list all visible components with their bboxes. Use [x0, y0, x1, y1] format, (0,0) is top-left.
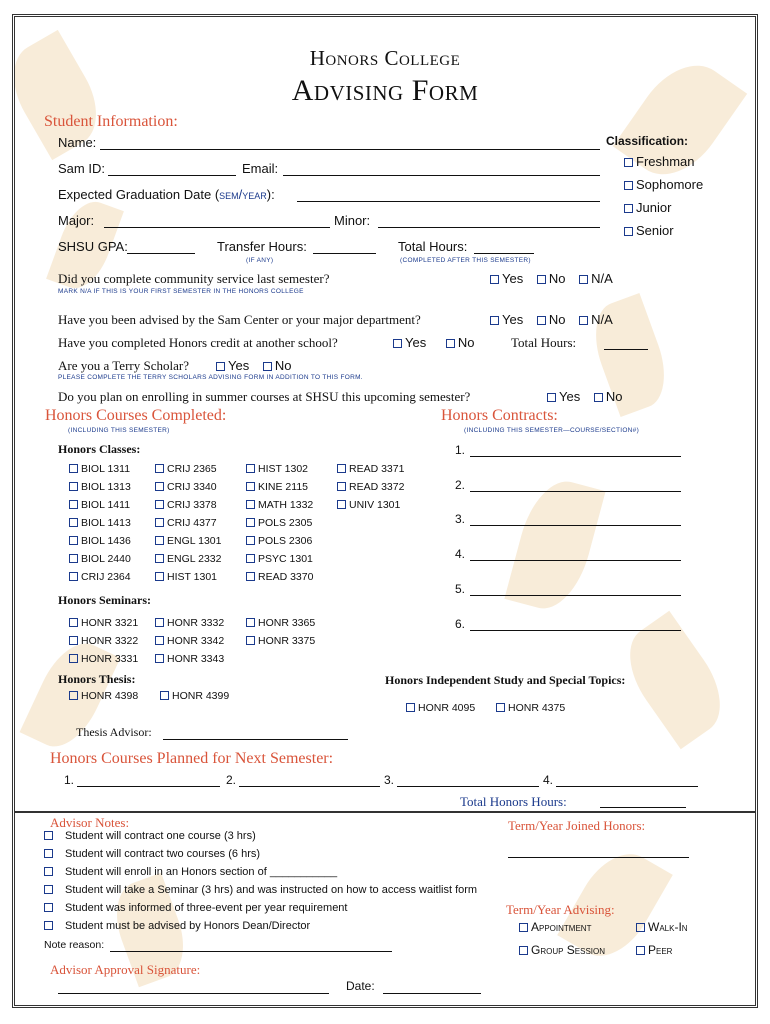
course-checkbox[interactable]: PSYC 1301: [246, 553, 313, 571]
classes-col-1: [69, 463, 131, 589]
course-checkbox[interactable]: KINE 2115: [246, 481, 313, 499]
course-checkbox[interactable]: CRIJ 2365: [155, 463, 221, 481]
q2-yes[interactable]: Yes: [490, 312, 523, 327]
honors-thesis-label: Honors Thesis:: [58, 672, 136, 686]
planned-field[interactable]: [397, 786, 539, 787]
contract-field[interactable]: [470, 595, 681, 596]
course-checkbox[interactable]: UNIV 1301: [337, 499, 404, 517]
q1-options: [490, 271, 613, 286]
q3-total-label: Total Hours:: [511, 335, 577, 350]
email-label: Email:: [242, 161, 279, 176]
samid-label: Sam ID:: [58, 161, 105, 176]
courses-completed-note: (INCLUDING THIS SEMESTER): [68, 427, 170, 434]
course-checkbox[interactable]: READ 3372: [337, 481, 404, 499]
course-checkbox[interactable]: CRIJ 3378: [155, 499, 221, 517]
checkbox-icon[interactable]: [624, 181, 633, 190]
classification-freshman[interactable]: Freshman: [624, 154, 695, 169]
seminar-checkbox[interactable]: HONR 3342: [155, 635, 224, 653]
classes-col-3: [246, 463, 313, 589]
course-checkbox[interactable]: BIOL 1311: [69, 463, 131, 481]
planned-number: 2.: [226, 773, 237, 787]
total-honors-hours-label: Total Honors Hours:: [460, 794, 567, 809]
q5-yes[interactable]: Yes: [547, 389, 580, 404]
advising-walk-in[interactable]: Walk-In: [636, 920, 688, 934]
checkbox-icon[interactable]: [624, 158, 633, 167]
question-advised: Have you been advised by the Sam Center or your major department?: [58, 312, 421, 327]
gpa-label: SHSU GPA:: [58, 239, 128, 254]
checkbox-icon[interactable]: [624, 204, 633, 213]
advising-peer[interactable]: Peer: [636, 943, 672, 957]
course-checkbox[interactable]: MATH 1332: [246, 499, 313, 517]
q1-no[interactable]: No: [537, 271, 566, 286]
seminar-checkbox[interactable]: HONR 3322: [69, 635, 138, 653]
contract-number: 1.: [455, 443, 466, 457]
contract-field[interactable]: [470, 525, 681, 526]
classification-sophomore[interactable]: Sophomore: [624, 177, 703, 192]
major-label: Major:: [58, 213, 95, 228]
course-checkbox[interactable]: BIOL 1411: [69, 499, 131, 517]
independent-study-label: Honors Independent Study and Special Topics:: [385, 673, 626, 687]
seminar-checkbox[interactable]: HONR 3343: [155, 653, 224, 671]
student-info-heading: Student Information:: [44, 113, 178, 130]
contract-number: 2.: [455, 478, 466, 492]
courses-completed-heading: Honors Courses Completed:: [45, 407, 227, 424]
advisor-notes-heading: Advisor Notes:: [50, 815, 130, 830]
planned-field[interactable]: [77, 786, 220, 787]
classes-col-4: [337, 463, 404, 517]
question-honors-credit: Have you completed Honors credit at another school?: [58, 335, 338, 350]
total-hours-note: (COMPLETED AFTER THIS SEMESTER): [400, 257, 531, 264]
grad-date-field[interactable]: [297, 201, 600, 202]
name-label: Name:: [58, 135, 97, 150]
total-honors-hours-field[interactable]: [600, 807, 686, 808]
advisor-note-item[interactable]: Student must be advised by Honors Dean/Director: [44, 920, 477, 938]
seminar-checkbox[interactable]: HONR 3375: [246, 635, 315, 653]
grad-date-label: Expected Graduation Date (sem/year):: [58, 187, 275, 202]
name-field[interactable]: [100, 149, 600, 150]
q2-no[interactable]: No: [537, 312, 566, 327]
honors-classes-label: Honors Classes:: [58, 442, 141, 456]
q2-options: [490, 312, 613, 327]
planned-number: 1.: [64, 773, 75, 787]
course-checkbox[interactable]: HIST 1302: [246, 463, 313, 481]
gpa-field[interactable]: [127, 253, 195, 254]
course-checkbox[interactable]: CRIJ 4377: [155, 517, 221, 535]
seminar-checkbox[interactable]: HONR 3331: [69, 653, 138, 671]
term-joined-label: Term/Year Joined Honors:: [508, 818, 646, 833]
thesis-4399[interactable]: HONR 4399: [160, 690, 229, 702]
advisor-signature-field[interactable]: [58, 993, 329, 994]
course-checkbox[interactable]: POLS 2305: [246, 517, 313, 535]
classification-senior[interactable]: Senior: [624, 223, 674, 238]
minor-field[interactable]: [378, 227, 600, 228]
question-community-note: MARK N/A IF THIS IS YOUR FIRST SEMESTER IN THE HONORS COLLEGE: [58, 288, 304, 295]
seminar-checkbox[interactable]: HONR 3321: [69, 617, 138, 635]
advisor-note-item[interactable]: Student was informed of three-event per year requirement: [44, 902, 477, 920]
contract-number: 3.: [455, 512, 466, 526]
course-checkbox[interactable]: BIOL 1313: [69, 481, 131, 499]
section-divider: [14, 811, 756, 813]
transfer-hours-label: Transfer Hours:: [217, 239, 307, 254]
course-checkbox[interactable]: CRIJ 3340: [155, 481, 221, 499]
course-checkbox[interactable]: HIST 1301: [155, 571, 221, 589]
advisor-approval-label: Advisor Approval Signature:: [50, 962, 201, 977]
advising-appointment[interactable]: Appointment: [519, 920, 591, 934]
advising-group-session[interactable]: Group Session: [519, 943, 605, 957]
thesis-4398[interactable]: HONR 4398: [69, 690, 138, 702]
form-title-line1: Honors College: [309, 46, 461, 70]
contract-number: 4.: [455, 547, 466, 561]
term-advising-label: Term/Year Advising:: [506, 902, 615, 917]
planned-field[interactable]: [556, 786, 698, 787]
independent-4375[interactable]: HONR 4375: [496, 702, 565, 714]
course-checkbox[interactable]: CRIJ 2364: [69, 571, 131, 589]
seminar-checkbox[interactable]: HONR 3365: [246, 617, 315, 635]
contracts-heading: Honors Contracts:: [441, 407, 558, 424]
date-label: Date:: [346, 979, 375, 993]
q5-options: [547, 389, 622, 404]
course-checkbox[interactable]: BIOL 2440: [69, 553, 131, 571]
samid-field[interactable]: [108, 175, 236, 176]
checkbox-icon[interactable]: [624, 227, 633, 236]
form-title-line2: Advising Form: [291, 74, 479, 107]
date-field[interactable]: [383, 993, 481, 994]
q4-yes[interactable]: Yes: [216, 358, 249, 373]
seminars-col-2: [155, 617, 224, 671]
q3-total-field[interactable]: [604, 349, 648, 350]
question-community-service: Did you complete community service last semester?: [58, 271, 330, 286]
planned-number: 4.: [543, 773, 554, 787]
thesis-advisor-label: Thesis Advisor:: [76, 725, 152, 739]
q4-options: [216, 358, 291, 373]
q3-yes[interactable]: Yes: [393, 335, 426, 350]
contracts-note: (INCLUDING THIS SEMESTER—COURSE/SECTION#): [464, 427, 640, 434]
course-checkbox[interactable]: READ 3371: [337, 463, 404, 481]
course-checkbox[interactable]: ENGL 2332: [155, 553, 221, 571]
terry-scholar-note: PLEASE COMPLETE THE TERRY SCHOLARS ADVISING FORM IN ADDITION TO THIS FORM.: [58, 374, 363, 381]
planned-heading: Honors Courses Planned for Next Semester:: [50, 750, 334, 767]
question-terry-scholar: Are you a Terry Scholar?: [58, 358, 189, 373]
seminars-col-3: [246, 617, 315, 653]
q3-options: [393, 335, 474, 350]
q5-no[interactable]: No: [594, 389, 623, 404]
course-checkbox[interactable]: BIOL 1413: [69, 517, 131, 535]
advisor-note-item[interactable]: Student will take a Seminar (3 hrs) and was instructed on how to access waitlist form: [44, 884, 477, 902]
classes-col-2: [155, 463, 221, 589]
contract-number: 6.: [455, 617, 466, 631]
note-reason-field[interactable]: [110, 951, 392, 952]
transfer-note: (IF ANY): [246, 257, 274, 264]
contract-field[interactable]: [470, 491, 681, 492]
q2-na[interactable]: N/A: [579, 312, 613, 327]
seminar-checkbox[interactable]: HONR 3332: [155, 617, 224, 635]
classification-junior[interactable]: Junior: [624, 200, 671, 215]
q1-yes[interactable]: Yes: [490, 271, 523, 286]
email-field[interactable]: [283, 175, 600, 176]
total-hours-label: Total Hours:: [398, 239, 468, 254]
q3-no[interactable]: No: [446, 335, 475, 350]
q1-na[interactable]: N/A: [579, 271, 613, 286]
contract-field[interactable]: [470, 456, 681, 457]
major-field[interactable]: [104, 227, 330, 228]
classification-label: Classification:: [606, 134, 689, 148]
course-checkbox[interactable]: BIOL 1436: [69, 535, 131, 553]
course-checkbox[interactable]: POLS 2306: [246, 535, 313, 553]
advisor-notes-list: [44, 830, 477, 938]
planned-number: 3.: [384, 773, 395, 787]
question-summer: Do you plan on enrolling in summer courses at SHSU this upcoming semester?: [58, 389, 471, 404]
advisor-note-item[interactable]: Student will contract two courses (6 hrs): [44, 848, 477, 866]
thesis-advisor-field[interactable]: [163, 739, 348, 740]
seminars-col-1: [69, 617, 138, 671]
term-joined-field[interactable]: [508, 857, 689, 858]
transfer-hours-field[interactable]: [313, 253, 376, 254]
advisor-note-item[interactable]: Student will contract one course (3 hrs): [44, 830, 477, 848]
contract-field[interactable]: [470, 630, 681, 631]
honors-seminars-label: Honors Seminars:: [58, 593, 151, 607]
note-reason-label: Note reason:: [44, 939, 105, 951]
independent-4095[interactable]: HONR 4095: [406, 702, 475, 714]
planned-field[interactable]: [239, 786, 380, 787]
minor-label: Minor:: [334, 213, 371, 228]
total-hours-field[interactable]: [474, 253, 534, 254]
course-checkbox[interactable]: READ 3370: [246, 571, 313, 589]
contract-number: 5.: [455, 582, 466, 596]
contract-field[interactable]: [470, 560, 681, 561]
advisor-note-item[interactable]: Student will enroll in an Honors section of ___________: [44, 866, 477, 884]
q4-no[interactable]: No: [263, 358, 292, 373]
course-checkbox[interactable]: ENGL 1301: [155, 535, 221, 553]
